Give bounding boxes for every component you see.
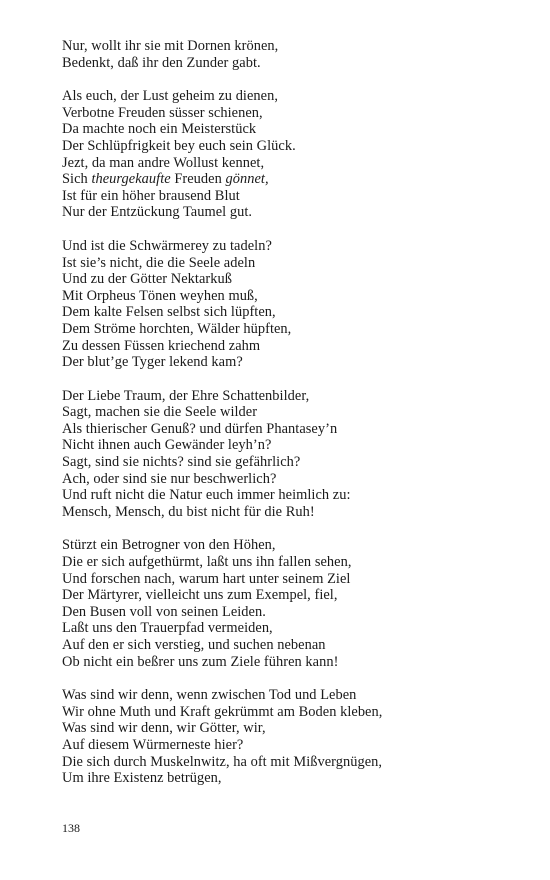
line-text: Der Schlüpfrigkeit bey euch sein Glück. [62,137,296,154]
line-text: Bedenkt, daß ihr den Zunder gabt. [62,54,261,71]
line-text: Auf den er sich verstieg, und suchen nebenan [62,637,326,653]
poem-line [62,571,532,588]
line-text: Und ist die Schwärmerey zu tadeln? [62,237,272,254]
line-text: Und ruft nicht die Natur euch immer heimlich zu: [62,487,351,504]
poem-line [62,654,532,671]
poem-line [62,587,532,604]
line-text: Ach, oder sind sie nur beschwerlich? [62,470,277,487]
line-text: Da machte noch ein Meisterstück [62,121,257,138]
poem-line [62,288,532,305]
line-text: Nur, wollt ihr sie mit Dornen krönen, [62,38,279,54]
poem-line [62,255,532,272]
page-number: 138 [62,821,80,835]
poem-line [62,354,532,371]
line-text: Ob nicht ein beßrer uns zum Ziele führen kann! [62,653,339,670]
line-text: Als thierischer Genuß? und dürfen Phantasey’n [62,420,338,437]
line-text: Sagt, machen sie die Seele wilder [62,404,258,421]
line-text: Was sind wir denn, wir Götter, wir, [62,720,266,737]
line-text: Mit Orpheus Tönen weyhen muß, [62,287,258,304]
poem-line [62,155,532,172]
line-text: Zu dessen Füssen kriechend zahm [62,337,261,354]
stanza [62,537,532,670]
line-text: Verbotne Freuden süsser schienen, [62,104,263,121]
poem-line [62,737,532,754]
poem-line [62,55,532,72]
line-text: Sagt, sind sie nichts? sind sie gefährlich? [62,454,301,471]
poem-line [62,204,532,221]
line-text: Der Märtyrer, vielleicht uns zum Exempel, fiel, [62,587,338,604]
poem-line [62,454,532,471]
poem-line [62,304,532,321]
line-text: Nur der Entzückung Taumel gut. [62,204,253,221]
poem-line [62,421,532,438]
poem-line [62,620,532,637]
poem-line [62,238,532,255]
poem-line [62,754,532,771]
poem-text [62,38,532,804]
line-text: Wir ohne Muth und Kraft gekrümmt am Boden kleben, [62,703,383,720]
line-text: Ist sie’s nicht, die die Seele adeln [62,254,256,271]
poem-line [62,271,532,288]
poem-line [62,487,532,504]
poem-line [62,720,532,737]
line-text: Um ihre Existenz betrügen, [62,770,222,787]
line-text: Der blut’ge Tyger lekend kam? [62,354,243,371]
line-text: Dem Ströme horchten, Wälder hüpften, [62,320,292,337]
line-text: Ist für ein höher brausend Blut [62,187,240,204]
line-text: Jezt, da man andre Wollust kennet, [62,154,265,171]
stanza [62,38,532,71]
line-text: Die er sich aufgethürmt, laßt uns ihn fallen sehen, [62,554,352,571]
poem-line [62,770,532,787]
poem-line [62,504,532,521]
stanza [62,388,532,521]
poem-line [62,121,532,138]
poem-line [62,138,532,155]
italic-text: gönnet, [225,171,269,188]
line-text: Als euch, der Lust geheim zu dienen, [62,88,278,105]
poem-line [62,404,532,421]
poem-line [62,388,532,405]
poem-line [62,704,532,721]
poem-line [62,604,532,621]
stanza [62,687,532,787]
line-text: Und zu der Götter Nektarkuß [62,271,232,288]
poem-line [62,171,532,188]
stanza [62,238,532,371]
line-text: Nicht ihnen auch Gewänder leyh’n? [62,437,272,454]
line-text: Was sind wir denn, wenn zwischen Tod und Leben [62,687,357,704]
poem-line [62,687,532,704]
poem-line [62,471,532,488]
italic-text: theurgekaufte [91,171,171,188]
stanza [62,88,532,221]
poem-line [62,321,532,338]
line-text: Sich [62,171,92,188]
line-text: Und forschen nach, warum hart unter seinem Ziel [62,570,351,587]
line-text: Den Busen voll von seinen Leiden. [62,603,266,620]
line-text: Stürzt ein Betrogner von den Höhen, [62,537,276,554]
poem-line [62,554,532,571]
poem-line [62,105,532,122]
poem-line [62,38,532,55]
line-text: Laßt uns den Trauerpfad vermeiden, [62,620,273,637]
line-text: Freuden [170,171,226,188]
line-text: Dem kalte Felsen selbst sich lüpften, [62,304,276,321]
poem-line [62,338,532,355]
poem-line [62,637,532,654]
line-text: Die sich durch Muskelnwitz, ha oft mit Mißvergnügen, [62,753,383,770]
line-text: Auf diesem Würmerneste hier? [62,736,244,753]
line-text: Mensch, Mensch, du bist nicht für die Ruh! [62,503,315,520]
poem-line [62,437,532,454]
poem-line [62,88,532,105]
line-text: Der Liebe Traum, der Ehre Schattenbilder, [62,387,310,404]
poem-line [62,537,532,554]
poem-line [62,188,532,205]
